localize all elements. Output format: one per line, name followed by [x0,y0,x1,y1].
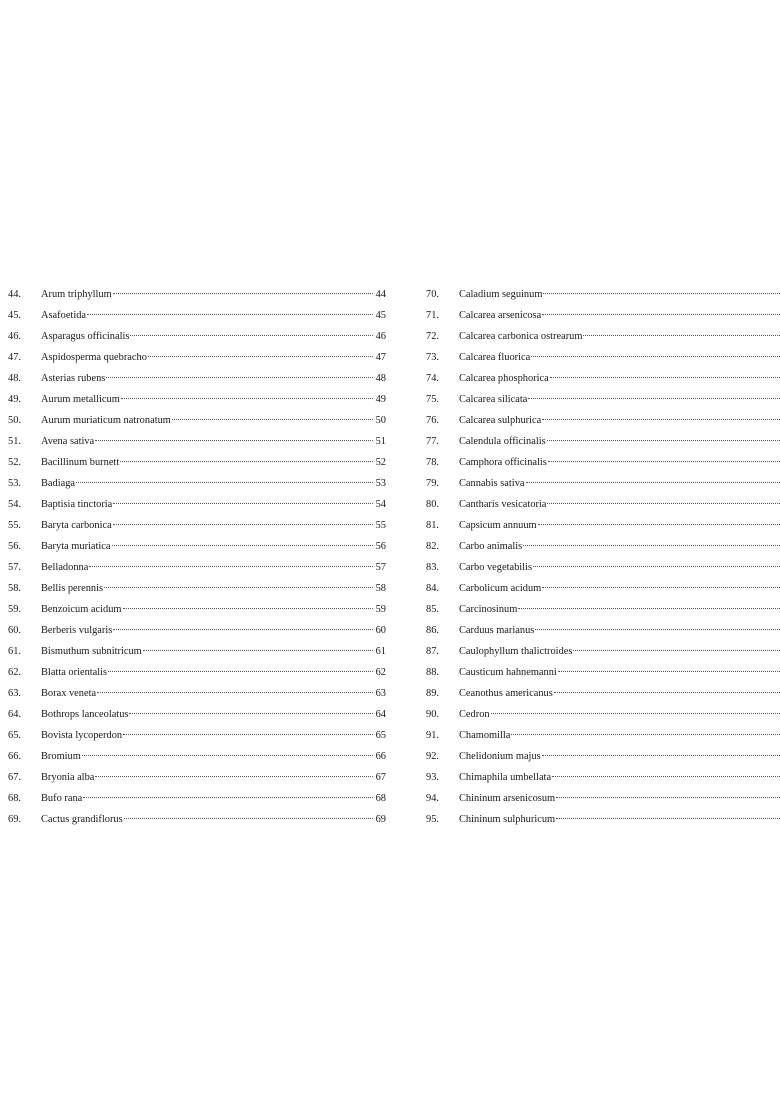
entry-number: 48. [8,373,21,384]
entry-number: 82. [426,541,439,552]
dot-leader [112,545,373,546]
dot-leader [533,566,780,567]
entry-number: 88. [426,667,439,678]
dot-leader [552,776,780,777]
entry-title: Bryonia alba [41,772,95,783]
entry-number: 74. [426,373,439,384]
dot-leader [554,692,780,693]
entry-page-number: 45 [375,310,386,321]
entry-number: 94. [426,793,439,804]
entry-title: Caulophyllum thalictroides [459,646,573,657]
dot-leader [130,335,373,336]
toc-entry [426,494,780,515]
dot-leader [542,314,780,315]
entry-title: Avena sativa [41,436,95,447]
entry-page-number: 62 [375,667,386,678]
entry-number: 72. [426,331,439,342]
entry-title: Carcinosinum [459,604,518,615]
dot-leader [547,503,780,504]
dot-leader [113,524,373,525]
toc-entry [8,557,386,578]
toc-entry [8,515,386,536]
toc-entry [8,620,386,641]
toc-entry [426,431,780,452]
toc-entry [426,326,780,347]
entry-number: 71. [426,310,439,321]
toc-entry [426,347,780,368]
entry-number: 45. [8,310,21,321]
entry-page-number: 67 [375,772,386,783]
entry-title: Causticum hahnemanni [459,667,557,678]
dot-leader [523,545,780,546]
entry-page-number: 63 [375,688,386,699]
entry-page-number: 61 [375,646,386,657]
entry-title: Calcarea carbonica ostrearum [459,331,583,342]
toc-entry [426,473,780,494]
dot-leader [95,440,373,441]
entry-title: Calcarea fluorica [459,352,531,363]
entry-number: 54. [8,499,21,510]
dot-leader [556,818,780,819]
entry-number: 57. [8,562,21,573]
entry-title: Carduus marianus [459,625,535,636]
toc-entry [426,599,780,620]
entry-number: 62. [8,667,21,678]
entry-title: Asparagus officinalis [41,331,130,342]
entry-title: Bufo rana [41,793,83,804]
entry-number: 68. [8,793,21,804]
entry-page-number: 58 [375,583,386,594]
entry-title: Ceanothus americanus [459,688,553,699]
dot-leader [172,419,373,420]
toc-entry [8,641,386,662]
entry-number: 50. [8,415,21,426]
entry-number: 46. [8,331,21,342]
dot-leader [491,713,780,714]
entry-page-number: 49 [375,394,386,405]
entry-number: 64. [8,709,21,720]
entry-number: 70. [426,289,439,300]
entry-page-number: 52 [375,457,386,468]
toc-entry [426,368,780,389]
entry-number: 69. [8,814,21,825]
toc-entry [8,599,386,620]
toc-entry [426,536,780,557]
toc-entry [8,368,386,389]
entry-number: 79. [426,478,439,489]
toc-entry [426,725,780,746]
entry-title: Blatta orientalis [41,667,108,678]
entry-number: 47. [8,352,21,363]
entry-number: 95. [426,814,439,825]
entry-title: Badiaga [41,478,76,489]
toc-entry [426,452,780,473]
entry-number: 58. [8,583,21,594]
entry-title: Calcarea silicata [459,394,528,405]
toc-entry [8,431,386,452]
entry-number: 52. [8,457,21,468]
dot-leader [531,356,780,357]
entry-number: 91. [426,730,439,741]
entry-number: 60. [8,625,21,636]
toc-entry [426,788,780,809]
dot-leader [104,587,373,588]
toc-entry [426,389,780,410]
toc-entry [426,683,780,704]
dot-leader [113,293,373,294]
dot-leader [89,566,373,567]
entry-page-number: 54 [375,499,386,510]
entry-number: 84. [426,583,439,594]
toc-entry [426,410,780,431]
entry-title: Cedron [459,709,490,720]
entry-page-number: 59 [375,604,386,615]
toc-entry [426,284,780,305]
entry-title: Chamomilla [459,730,511,741]
entry-title: Aurum muriaticum natronatum [41,415,171,426]
entry-title: Asafoetida [41,310,87,321]
dot-leader [542,755,780,756]
toc-entry [8,683,386,704]
entry-title: Bromium [41,751,81,762]
dot-leader [542,587,780,588]
dot-leader [556,797,780,798]
entry-page-number: 50 [375,415,386,426]
toc-entry [426,578,780,599]
entry-page-number: 57 [375,562,386,573]
entry-title: Bothrops lanceolatus [41,709,129,720]
entry-number: 76. [426,415,439,426]
dot-leader [538,524,780,525]
entry-title: Baryta muriatica [41,541,111,552]
entry-title: Carbolicum acidum [459,583,542,594]
entry-title: Belladonna [41,562,89,573]
entry-number: 89. [426,688,439,699]
toc-entry [8,767,386,788]
dot-leader [548,461,780,462]
dot-leader [535,629,780,630]
entry-number: 56. [8,541,21,552]
dot-leader [106,377,373,378]
entry-page-number: 64 [375,709,386,720]
entry-number: 87. [426,646,439,657]
entry-page-number: 51 [375,436,386,447]
toc-entry [426,515,780,536]
entry-title: Benzoicum acidum [41,604,122,615]
entry-number: 49. [8,394,21,405]
entry-title: Carbo animalis [459,541,523,552]
entry-page-number: 46 [375,331,386,342]
entry-page-number: 44 [375,289,386,300]
dot-leader [511,734,780,735]
entry-page-number: 53 [375,478,386,489]
entry-title: Carbo vegetabilis [459,562,533,573]
entry-title: Chelidonium majus [459,751,541,762]
entry-title: Arum triphyllum [41,289,112,300]
toc-left-column [8,284,386,830]
toc-entry [8,578,386,599]
toc-entry [8,284,386,305]
entry-page-number: 55 [375,520,386,531]
entry-title: Aspidosperma quebracho [41,352,147,363]
entry-title: Calcarea sulphurica [459,415,542,426]
toc-entry [8,389,386,410]
toc-entry [8,347,386,368]
entry-page-number: 66 [375,751,386,762]
entry-number: 59. [8,604,21,615]
entry-number: 92. [426,751,439,762]
entry-page-number: 47 [375,352,386,363]
entry-title: Bovista lycoperdon [41,730,123,741]
entry-title: Chininum sulphuricum [459,814,556,825]
toc-entry [426,809,780,830]
toc-right-column [426,284,780,830]
entry-number: 65. [8,730,21,741]
toc-entry [8,473,386,494]
dot-leader [542,419,780,420]
entry-page-number: 56 [375,541,386,552]
toc-entry [8,704,386,725]
entry-title: Capsicum annuum [459,520,537,531]
entry-title: Bacillinum burnett [41,457,120,468]
entry-title: Chimaphila umbellata [459,772,552,783]
entry-title: Cannabis sativa [459,478,525,489]
dot-leader [558,671,780,672]
dot-leader [95,776,373,777]
toc-entry [426,704,780,725]
entry-number: 86. [426,625,439,636]
toc-entry [8,809,386,830]
entry-title: Berberis vulgaris [41,625,113,636]
toc-entry [8,746,386,767]
toc-entry [8,494,386,515]
entry-number: 53. [8,478,21,489]
toc-entry [426,557,780,578]
entry-title: Calcarea phosphorica [459,373,549,384]
dot-leader [124,818,373,819]
dot-leader [113,503,373,504]
entry-title: Asterias rubens [41,373,106,384]
entry-title: Bismuthum subnitricum [41,646,142,657]
entry-number: 63. [8,688,21,699]
entry-page-number: 48 [375,373,386,384]
toc-entry [426,746,780,767]
toc-entry [8,305,386,326]
dot-leader [518,608,780,609]
entry-number: 83. [426,562,439,573]
toc-entry [426,305,780,326]
dot-leader [547,440,780,441]
entry-number: 75. [426,394,439,405]
entry-title: Aurum metallicum [41,394,120,405]
dot-leader [121,398,373,399]
toc-entry [8,662,386,683]
dot-leader [97,692,373,693]
dot-leader [123,608,373,609]
entry-number: 77. [426,436,439,447]
toc-entry [426,662,780,683]
entry-number: 80. [426,499,439,510]
entry-title: Calcarea arsenicosa [459,310,542,321]
entry-title: Bellis perennis [41,583,104,594]
dot-leader [550,377,780,378]
entry-title: Caladium seguinum [459,289,543,300]
entry-title: Borax veneta [41,688,97,699]
toc-entry [8,326,386,347]
entry-number: 93. [426,772,439,783]
dot-leader [543,293,780,294]
dot-leader [129,713,373,714]
entry-page-number: 69 [375,814,386,825]
entry-title: Cactus grandiflorus [41,814,123,825]
entry-page-number: 60 [375,625,386,636]
toc-entry [426,767,780,788]
dot-leader [143,650,373,651]
entry-number: 55. [8,520,21,531]
entry-number: 67. [8,772,21,783]
entry-number: 51. [8,436,21,447]
toc-entry [426,641,780,662]
entry-number: 73. [426,352,439,363]
dot-leader [108,671,373,672]
toc-entry [8,725,386,746]
toc-entry [8,410,386,431]
dot-leader [113,629,373,630]
entry-number: 61. [8,646,21,657]
entry-title: Calendula officinalis [459,436,546,447]
entry-number: 85. [426,604,439,615]
entry-number: 44. [8,289,21,300]
entry-number: 66. [8,751,21,762]
toc-entry [8,788,386,809]
entry-page-number: 65 [375,730,386,741]
entry-title: Camphora officinalis [459,457,547,468]
dot-leader [583,335,780,336]
toc-entry [426,620,780,641]
entry-page-number: 68 [375,793,386,804]
toc-entry [8,452,386,473]
dot-leader [528,398,780,399]
entry-number: 78. [426,457,439,468]
entry-title: Baptisia tinctoria [41,499,113,510]
dot-leader [83,797,373,798]
entry-number: 90. [426,709,439,720]
dot-leader [526,482,780,483]
entry-number: 81. [426,520,439,531]
toc-entry [8,536,386,557]
entry-title: Cantharis vesicatoria [459,499,547,510]
dot-leader [82,755,373,756]
dot-leader [87,314,373,315]
entry-title: Baryta carbonica [41,520,112,531]
dot-leader [123,734,373,735]
dot-leader [120,461,373,462]
dot-leader [148,356,373,357]
dot-leader [573,650,780,651]
entry-title: Chininum arsenicosum [459,793,556,804]
dot-leader [76,482,373,483]
